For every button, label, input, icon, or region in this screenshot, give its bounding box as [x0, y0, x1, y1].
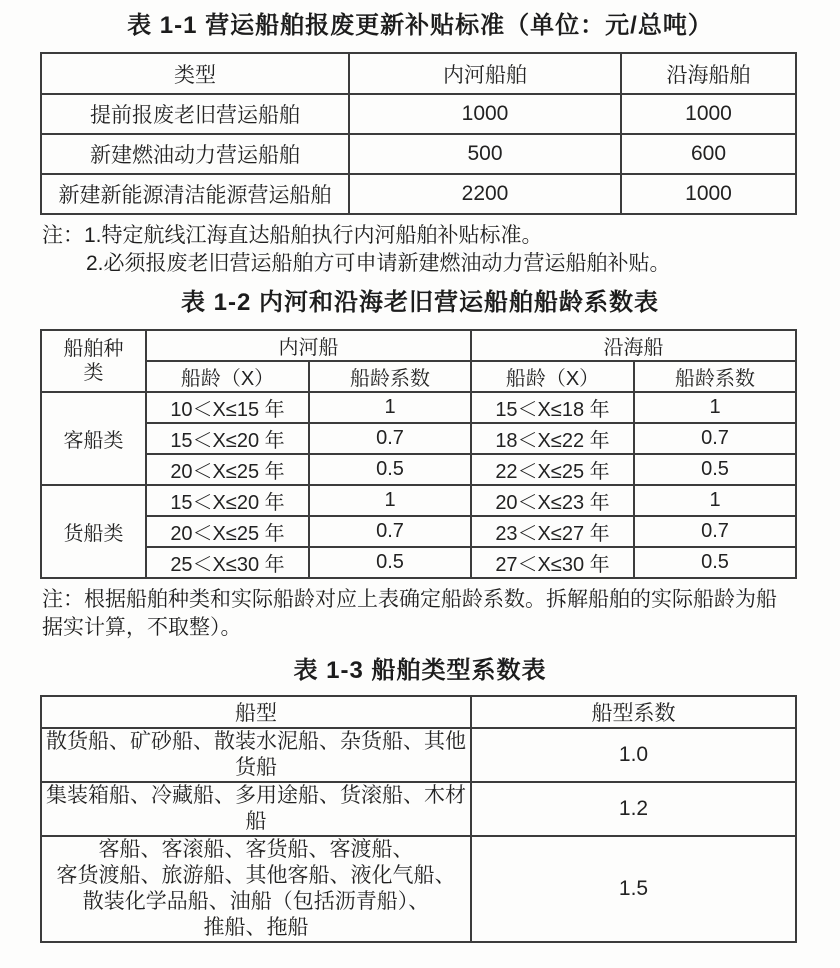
coefficient: 0.7 — [634, 423, 796, 454]
age-range: 25＜X≤30 年 — [146, 547, 309, 578]
table-row — [41, 782, 796, 836]
age-range: 18＜X≤22 年 — [471, 423, 634, 454]
age-range: 15＜X≤20 年 — [146, 423, 309, 454]
coefficient: 1 — [309, 392, 471, 423]
age-range: 23＜X≤27 年 — [471, 516, 634, 547]
age-range: 15＜X≤20 年 — [146, 485, 309, 516]
table-row — [41, 547, 796, 578]
ship-type-line: 推船、拖船 — [203, 916, 309, 939]
group-header-row — [41, 330, 796, 361]
header-age-coefficient: 船龄系数 — [634, 361, 796, 392]
age-range: 15＜X≤18 年 — [471, 392, 634, 423]
coefficient: 0.7 — [634, 516, 796, 547]
ship-type-cell — [41, 836, 471, 942]
age-range: 20＜X≤25 年 — [146, 516, 309, 547]
coastal-value: 1000 — [621, 174, 796, 214]
coefficient: 1 — [634, 485, 796, 516]
row-label: 提前报废老旧营运船舶 — [41, 94, 349, 134]
coefficient: 0.5 — [634, 454, 796, 485]
age-range: 10＜X≤15 年 — [146, 392, 309, 423]
table-1-1 — [40, 52, 797, 215]
table-row — [41, 728, 796, 782]
table-row — [41, 485, 796, 516]
group-label-passenger: 客船类 — [41, 392, 146, 485]
header-type-coefficient: 船型系数 — [471, 696, 796, 728]
header-inland-group: 内河船 — [146, 330, 471, 361]
coefficient: 0.5 — [634, 547, 796, 578]
table-row — [41, 423, 796, 454]
table-1-2-title: 表 1-2 内河和沿海老旧营运船舶船龄系数表 — [180, 289, 660, 316]
type-coefficient: 1.5 — [471, 836, 796, 942]
table-row — [41, 454, 796, 485]
row-label: 新建燃油动力营运船舶 — [41, 134, 349, 174]
note-line: 注：1.特定航线江海直达船舶执行内河船舶补贴标准。 — [42, 224, 543, 247]
header-coastal-group: 沿海船 — [471, 330, 796, 361]
header-age-coefficient: 船龄系数 — [309, 361, 471, 392]
table-1-3-header-row — [41, 696, 796, 728]
table-row — [41, 94, 796, 134]
coastal-value: 600 — [621, 134, 796, 174]
age-range: 27＜X≤30 年 — [471, 547, 634, 578]
type-coefficient: 1.0 — [471, 728, 796, 782]
ship-type-line: 船 — [245, 810, 267, 833]
table-1-1-header-row — [41, 53, 796, 94]
header-inland-ship: 内河船舶 — [349, 53, 621, 94]
header-ship-age: 船龄（X） — [146, 361, 309, 392]
coefficient: 0.5 — [309, 547, 471, 578]
coefficient: 1 — [309, 485, 471, 516]
header-ship-type: 船型 — [41, 696, 471, 728]
ship-type-line: 集装箱船、冷藏船、多用途船、货滚船、木材 — [46, 784, 466, 807]
note-line: 注：根据船舶种类和实际船龄对应上表确定船龄系数。拆解船舶的实际船龄为船 — [42, 588, 777, 611]
ship-type-line: 货船 — [235, 756, 277, 779]
ship-type-line: 散货船、矿砂船、散装水泥船、杂货船、其他 — [46, 730, 466, 753]
row-label: 新建新能源清洁能源营运船舶 — [41, 174, 349, 214]
header-ship-category — [41, 330, 146, 392]
ship-type-line: 客船、客滚船、客货船、客渡船、 — [98, 838, 414, 861]
coefficient: 1 — [634, 392, 796, 423]
coefficient: 0.7 — [309, 516, 471, 547]
table-row — [41, 174, 796, 214]
table-1-2-notes — [42, 586, 840, 642]
table-1-3-title: 表 1-3 船舶类型系数表 — [293, 657, 547, 684]
inland-value: 500 — [349, 134, 621, 174]
ship-type-line: 散装化学品船、油船（包括沥青船）、 — [82, 890, 430, 913]
header-type: 类型 — [41, 53, 349, 94]
group-label-cargo: 货船类 — [41, 485, 146, 578]
note-line: 据实计算，不取整）。 — [42, 616, 242, 639]
age-range: 20＜X≤25 年 — [146, 454, 309, 485]
table-1-3 — [40, 695, 797, 943]
ship-type-cell — [41, 728, 471, 782]
header-ship-category-label: 船舶种类 — [63, 338, 124, 384]
table-1-1-notes — [42, 222, 840, 278]
table-row — [41, 134, 796, 174]
table-1-1-title: 表 1-1 营运船舶报废更新补贴标准（单位：元/总吨） — [127, 12, 713, 39]
sub-header-row — [41, 361, 796, 392]
table-row — [41, 836, 796, 942]
coefficient: 0.7 — [309, 423, 471, 454]
age-range: 20＜X≤23 年 — [471, 485, 634, 516]
inland-value: 2200 — [349, 174, 621, 214]
table-row — [41, 392, 796, 423]
table-row — [41, 516, 796, 547]
ship-type-cell — [41, 782, 471, 836]
ship-type-line: 客货渡船、旅游船、其他客船、液化气船、 — [56, 864, 456, 887]
inland-value: 1000 — [349, 94, 621, 134]
table-1-2 — [40, 329, 797, 579]
coastal-value: 1000 — [621, 94, 796, 134]
type-coefficient: 1.2 — [471, 782, 796, 836]
note-line: 2.必须报废老旧营运船舶方可申请新建燃油动力营运船舶补贴。 — [86, 252, 671, 275]
age-range: 22＜X≤25 年 — [471, 454, 634, 485]
header-coastal-ship: 沿海船舶 — [621, 53, 796, 94]
header-ship-age: 船龄（X） — [471, 361, 634, 392]
coefficient: 0.5 — [309, 454, 471, 485]
